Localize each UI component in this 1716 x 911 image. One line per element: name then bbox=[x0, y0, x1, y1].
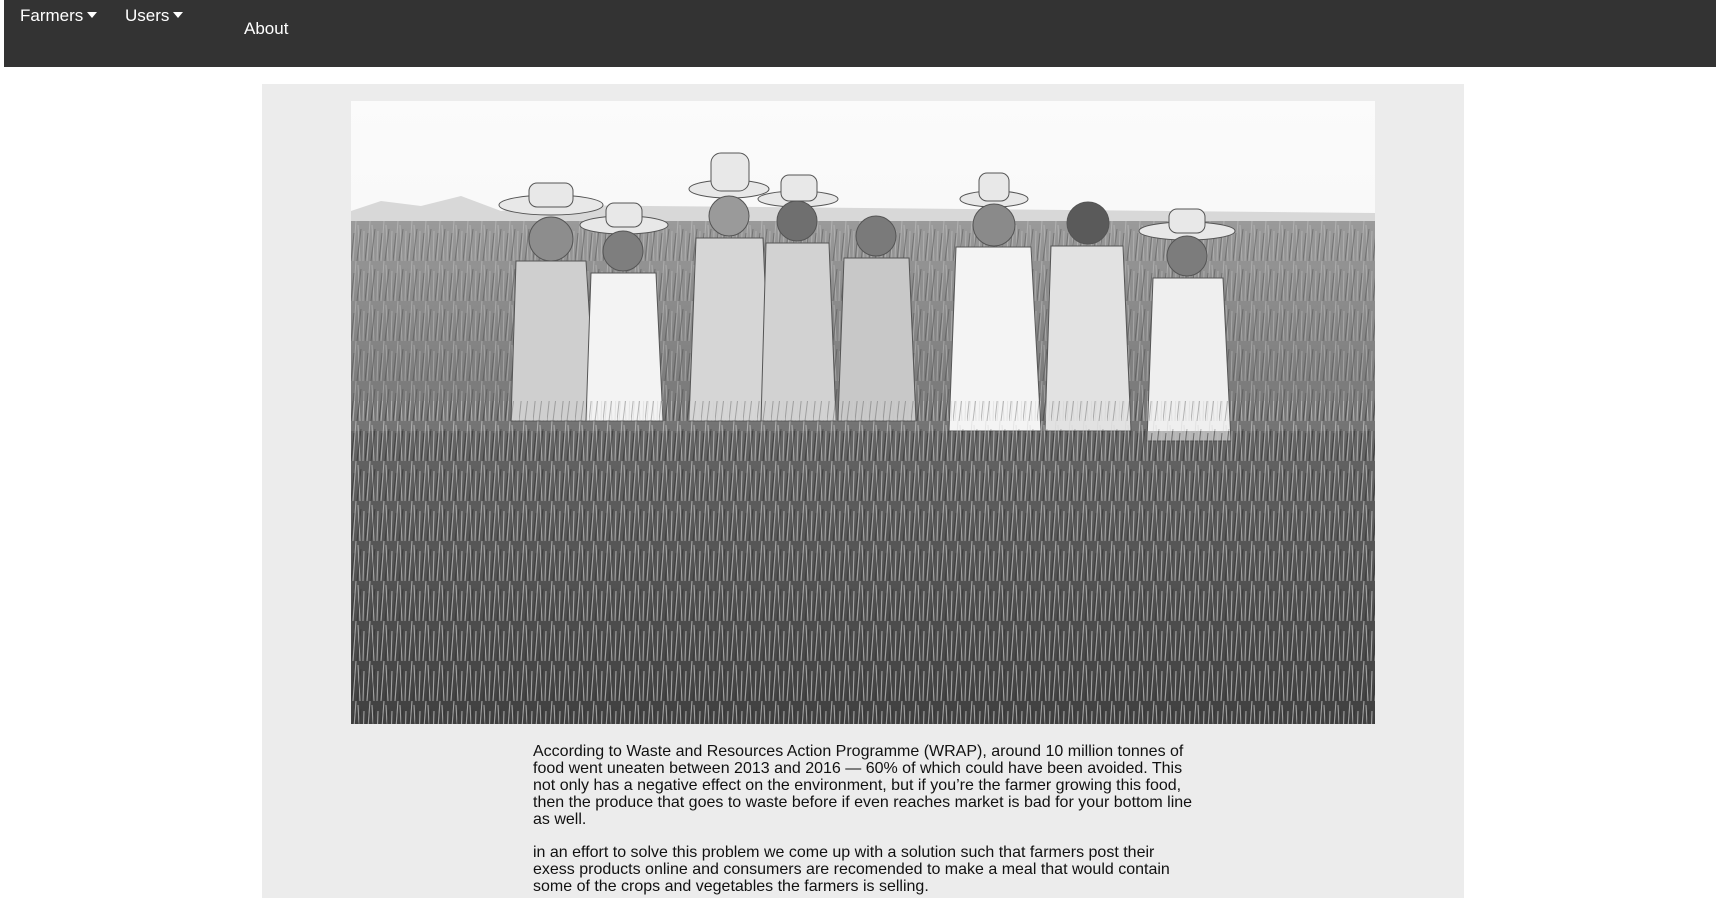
caret-down-icon bbox=[87, 12, 97, 18]
intro-text bbox=[533, 743, 1199, 911]
nav-users-label: Users bbox=[125, 6, 170, 25]
hero-image-farmers-in-wheat-field bbox=[351, 101, 1375, 724]
top-navbar bbox=[4, 0, 1716, 67]
nav-about-link[interactable]: About bbox=[244, 19, 289, 38]
caret-down-icon bbox=[173, 12, 183, 18]
hero-photo bbox=[351, 101, 1375, 724]
nav-farmers-label: Farmers bbox=[20, 6, 84, 25]
intro-paragraph-1: According to Waste and Resources Action Programme (WRAP), around 10 million tonnes of food went uneaten between 2013 and 2016 — 60% of which could have been avoided. This not only has a negative effect on the environment, but if you’re the farmer growing this food, then the produce that goes to waste before if even reaches market is bad for your bottom line as well. bbox=[533, 743, 1193, 828]
content-panel bbox=[262, 84, 1464, 898]
nav-farmers-dropdown[interactable] bbox=[20, 6, 97, 26]
nav-users-dropdown[interactable] bbox=[125, 6, 183, 26]
intro-paragraph-2: in an effort to solve this problem we come up with a solution such that farmers post their exess products online and consumers are recomended to make a meal that would contain some of the crops and vegetables the farmers is selling. bbox=[533, 844, 1170, 895]
